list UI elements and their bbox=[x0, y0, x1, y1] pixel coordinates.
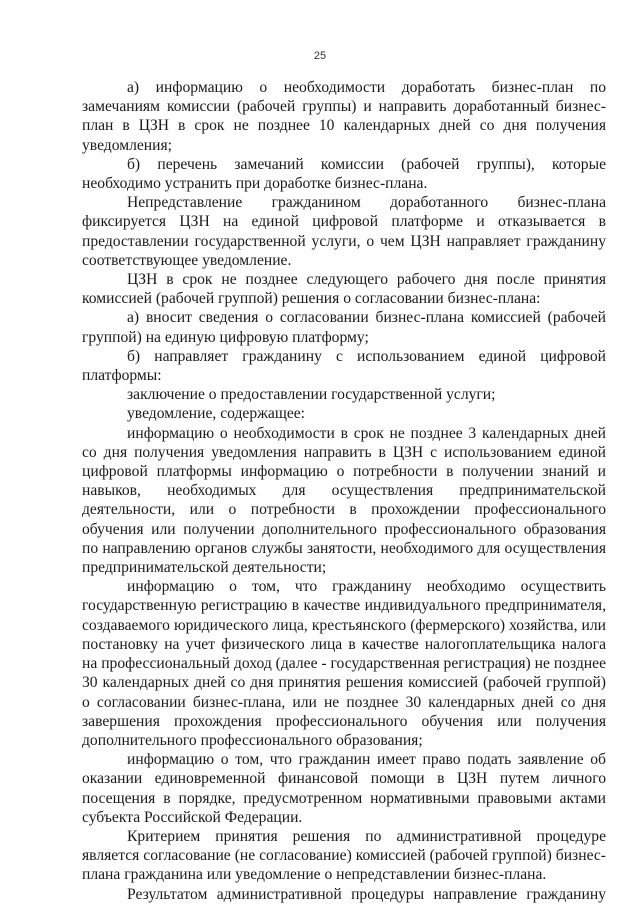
paragraph: информацию о том, что гражданин имеет право подать заявление об оказании единовременной финансовой помощи в ЦЗН путем личного посещения в порядке, предусмотренном нормативными правовыми актами субъекта Российской Федерации. bbox=[82, 751, 606, 826]
paragraph: информацию о необходимости в срок не позднее 3 календарных дней со дня получения уведомления направить в ЦЗН с использованием единой цифровой платформы информацию о потребности в получении знаний и навыков, необходимых для осуществления предпринимательской деятельности, или о потребности в прохождении профессионального обучения или получении дополнительного профессионального образования по направлению органов службы занятости, необходимого для осуществления предпринимательской деятельности; bbox=[82, 424, 606, 577]
paragraph: а) информацию о необходимости доработать бизнес-план по замечаниям комиссии (рабочей группы) и направить доработанный бизнес-план в ЦЗН в срок не позднее 10 календарных дней со дня получения уведомления; bbox=[82, 79, 606, 154]
document-body bbox=[82, 78, 606, 904]
paragraph: Результатом административной процедуры направление гражданину bbox=[127, 885, 606, 903]
paragraph: Непредставление гражданином доработанного бизнес-плана фиксируется ЦЗН на единой цифровой платформе и отказывается в предоставлении государственной услуги, о чем ЦЗН направляет гражданину соответствующее уведомление. bbox=[82, 194, 606, 269]
paragraph: б) направляет гражданину с использованием единой цифровой платформы: bbox=[82, 347, 606, 385]
paragraph: заключение о предоставлении государственной услуги; bbox=[127, 386, 496, 404]
paragraph: уведомление, содержащее: bbox=[127, 405, 305, 423]
paragraph: ЦЗН в срок не позднее следующего рабочего дня после принятия комиссией (рабочей группой) решения о согласовании бизнес-плана: bbox=[82, 271, 606, 308]
paragraph: б) перечень замечаний комиссии (рабочей группы), которые необходимо устранить при доработке бизнес-плана. bbox=[82, 155, 606, 193]
paragraph: информацию о том, что гражданину необходимо осуществить государственную регистрацию в качестве индивидуального предпринимателя, создаваемого юридического лица, крестьянского (фермерского) хозяйства, или постановку на учет физического лица в качестве налогоплательщика налога на профессиональный доход (далее - государственная регистрация) не позднее 30 календарных дней со дня принятия решения комиссией (рабочей группой) о согласовании бизнес-плана, или не позднее 30 календарных дней со дня завершения прохождения профессионального обучения или получения дополнительного профессионального образования; bbox=[82, 578, 606, 749]
page-number: 25 bbox=[313, 50, 327, 62]
paragraph: а) вносит сведения о согласовании бизнес-плана комиссией (рабочей группой) на единую цифровую платформу; bbox=[82, 309, 606, 346]
paragraph: Критерием принятия решения по административной процедуре является согласование (не согласование) комиссией (рабочей группой) бизнес-плана гражданина или уведомление о непредставлении бизнес-плана. bbox=[82, 827, 606, 884]
